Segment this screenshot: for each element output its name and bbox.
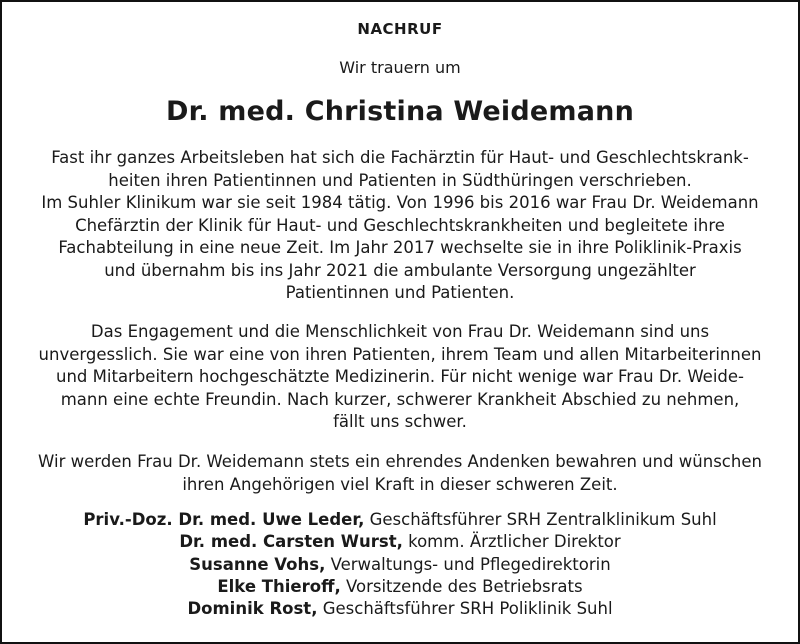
text-line: mann eine echte Freundin. Nach kurzer, schwerer Krankheit Abschied zu nehmen, <box>60 389 740 409</box>
deceased-name: Dr. med. Christina Weidemann <box>165 96 635 127</box>
text-line: heiten ihren Patientinnen und Patienten in Südthüringen verschrieben. <box>108 170 692 190</box>
text-line: Fachabteilung in eine neue Zeit. Im Jahr 2017 wechselte sie in ihre Poliklinik-Praxis <box>58 238 742 257</box>
notice-heading: NACHRUF <box>357 20 443 38</box>
text-line: und übernahm bis ins Jahr 2021 die ambulante Versorgung ungezählter <box>104 260 696 280</box>
signatory-name: Susanne Vohs, <box>189 554 326 574</box>
signatory-name: Dr. med. Carsten Wurst, <box>179 532 403 552</box>
signatory-role: komm. Ärztlicher Direktor <box>402 532 621 552</box>
signatory-name: Elke Thieroff, <box>217 576 341 596</box>
signatory <box>0 576 800 598</box>
signatory <box>0 598 800 620</box>
paragraph-tribute <box>0 321 800 434</box>
signatory-name: Dominik Rost, <box>187 599 318 619</box>
text-line: Fast ihr ganzes Arbeitsleben hat sich die Fachärztin für Haut- und Geschlechtskrank- <box>51 148 749 167</box>
text-line: Das Engagement und die Menschlichkeit von Frau Dr. Weidemann sind uns <box>90 322 710 341</box>
notice-subheading: Wir trauern um <box>339 58 461 77</box>
signatory-role: Geschäftsführer SRH Zentralklinikum Suhl <box>364 510 717 529</box>
text-line: unvergesslich. Sie war eine von ihren Patienten, ihrem Team und allen Mitarbeiterinnen <box>38 344 762 364</box>
paragraph-career <box>0 147 800 305</box>
text-line: ihren Angehörigen viel Kraft in dieser schweren Zeit. <box>182 474 618 494</box>
text-line: fällt uns schwer. <box>333 412 467 431</box>
text-line: Patientinnen und Patienten. <box>285 283 515 302</box>
signatory <box>0 531 800 553</box>
text-line: Wir werden Frau Dr. Weidemann stets ein ehrendes Andenken bewahren und wünschen <box>38 452 762 471</box>
signatory-role: Verwaltungs- und Pflegedirektorin <box>325 554 611 574</box>
signatory <box>0 554 800 576</box>
signatories-list <box>0 509 800 620</box>
signatory-name: Priv.-Doz. Dr. med. Uwe Leder, <box>83 510 365 529</box>
text-line: Im Suhler Klinikum war sie seit 1984 tätig. Von 1996 bis 2016 war Frau Dr. Weidemann <box>41 193 759 212</box>
signatory <box>0 509 800 531</box>
signatory-role: Geschäftsführer SRH Poliklinik Suhl <box>317 599 613 619</box>
text-line: und Mitarbeitern hochgeschätzte Medizinerin. Für nicht wenige war Frau Dr. Weide- <box>56 367 744 386</box>
signatory-role: Vorsitzende des Betriebsrats <box>340 576 583 596</box>
paragraph-condolence <box>0 451 800 496</box>
text-line: Chefärztin der Klinik für Haut- und Geschlechtskrankheiten und begleitete ihre <box>75 215 725 235</box>
